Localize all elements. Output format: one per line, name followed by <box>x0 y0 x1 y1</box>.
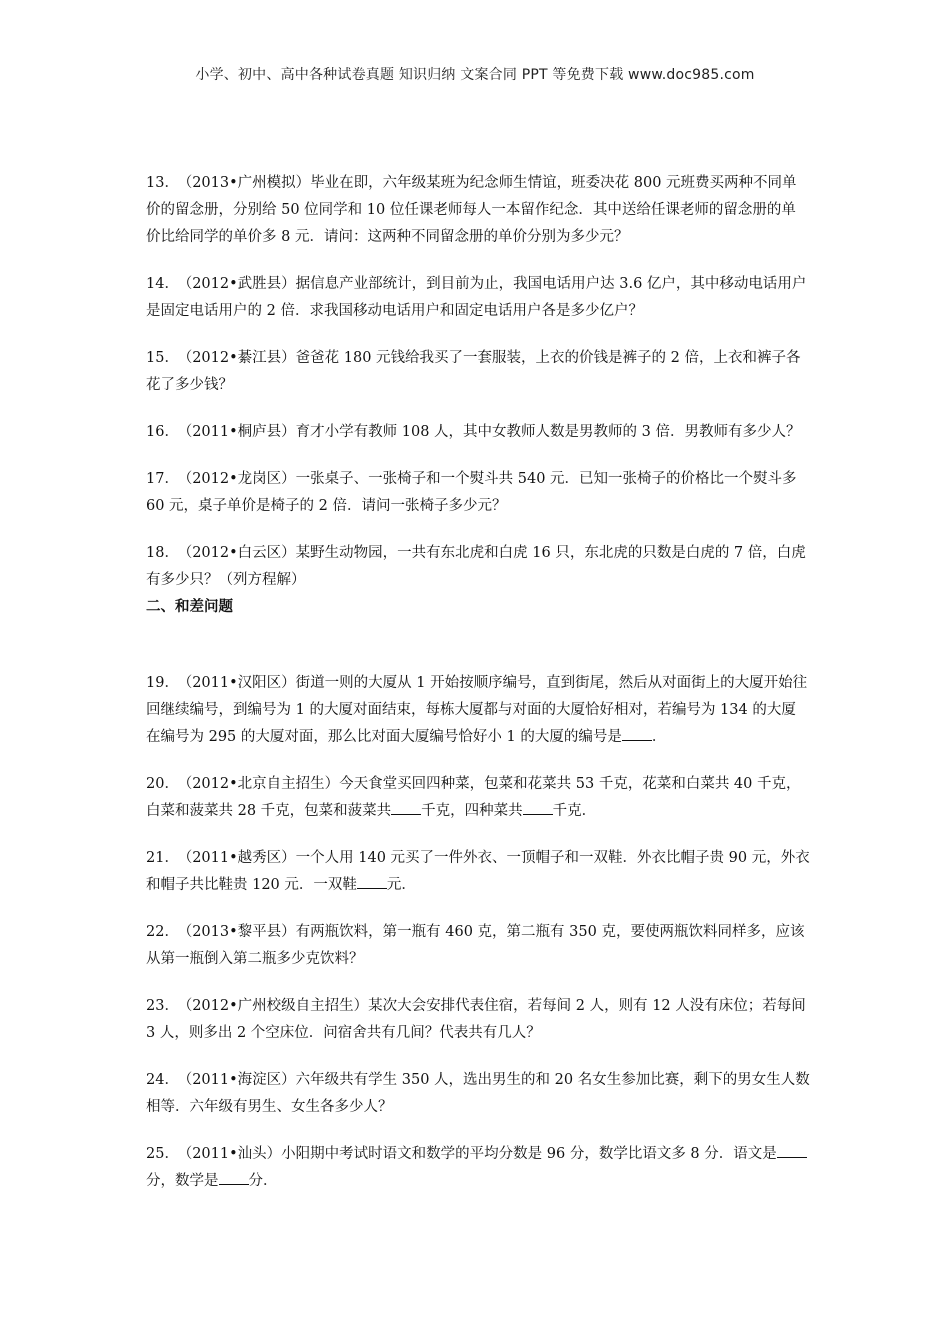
question-text: （2012•白云区）某野生动物园，一共有东北虎和白虎 16 只，东北虎的只数是白虎的 7 倍，白虎有多少只？（列方程解） <box>146 545 806 588</box>
question-text: （2011•越秀区）一个人用 140 元买了一件外衣、一顶帽子和一双鞋．外衣比帽子贵 90 元，外衣和帽子共比鞋贵 120 元．一双鞋 <box>146 850 810 893</box>
question-number: 14． <box>146 276 179 292</box>
question-number: 18． <box>146 545 179 561</box>
question-number: 15． <box>146 350 179 366</box>
question-21 <box>146 845 810 899</box>
question-text: 千克，四种菜共 <box>421 803 523 819</box>
question-text: （2011•桐庐县）育才小学有教师 108 人，其中女教师人数是男教师的 3 倍．男教师有多少人？ <box>184 424 801 440</box>
question-text: （2012•广州校级自主招生）某次大会安排代表住宿，若每间 2 人，则有 12 人没有床位；若每间 3 人，则多出 2 个空床位．问宿舍共有几间？代表共有几人？ <box>146 998 806 1041</box>
question-number: 21． <box>146 850 179 866</box>
question-number: 23． <box>146 998 179 1014</box>
question-text: （2012•武胜县）据信息产业部统计，到目前为止，我国电话用户达 3.6 亿户，其中移动电话用户是固定电话用户的 2 倍．求我国移动电话用户和固定电话用户各是多少亿户？ <box>146 276 807 319</box>
question-end: 元． <box>386 877 416 893</box>
question-text: （2011•海淀区）六年级共有学生 350 人，选出男生的和 20 名女生参加比赛，剩下的男女生人数相等．六年级有男生、女生各多少人？ <box>146 1072 810 1115</box>
question-17 <box>146 466 810 520</box>
question-number: 16． <box>146 424 179 440</box>
question-text: （2013•黎平县）有两瓶饮料，第一瓶有 460 克，第二瓶有 350 克，要使两瓶饮料同样多，应该从第一瓶倒入第二瓶多少克饮料？ <box>146 924 805 967</box>
question-end: ． <box>651 729 667 745</box>
question-end: 千克． <box>552 803 597 819</box>
question-number: 17． <box>146 471 179 487</box>
question-13 <box>146 170 810 251</box>
document-body <box>146 170 810 1195</box>
question-16 <box>146 419 810 446</box>
question-number: 22． <box>146 924 179 940</box>
question-15 <box>146 345 810 399</box>
question-end: 分． <box>248 1173 278 1189</box>
question-number: 13． <box>146 175 179 191</box>
question-text: （2012•北京自主招生）今天食堂买回四种菜，包菜和花菜共 53 千克，花菜和白菜共 40 千克，白菜和菠菜共 28 千克，包菜和菠菜共 <box>146 776 801 819</box>
question-text: （2012•綦江县）爸爸花 180 元钱给我买了一套服装，上衣的价钱是裤子的 2 倍，上衣和裤子各花了多少钱？ <box>146 350 801 393</box>
question-25 <box>146 1141 810 1195</box>
question-20 <box>146 771 810 825</box>
question-text: （2012•龙岗区）一张桌子、一张椅子和一个熨斗共 540 元．已知一张椅子的价格比一个熨斗多 60 元，桌子单价是椅子的 2 倍．请问一张椅子多少元？ <box>146 471 797 514</box>
question-19 <box>146 670 810 751</box>
answer-blank <box>391 800 421 815</box>
answer-blank <box>219 1170 249 1185</box>
question-18 <box>146 540 810 594</box>
question-number: 25． <box>146 1146 179 1162</box>
question-23 <box>146 993 810 1047</box>
question-text: （2013•广州模拟）毕业在即，六年级某班为纪念师生情谊，班委决花 800 元班费买两种不同单价的留念册，分别给 50 位同学和 10 位任课老师每人一本留作纪念．其中送给任课老师的留念册的单价比给同学的单价多 8 元．请问：这两种不同留念册的单价分别为多少元？ <box>146 175 797 245</box>
answer-blank <box>777 1143 807 1158</box>
question-14 <box>146 271 810 325</box>
answer-blank <box>622 726 652 741</box>
question-text: （2011•汕头）小阳期中考试时语文和数学的平均分数是 96 分，数学比语文多 8 分．语文是 <box>184 1146 777 1162</box>
question-text: 分，数学是 <box>146 1173 219 1189</box>
answer-blank <box>523 800 553 815</box>
question-number: 19． <box>146 675 179 691</box>
question-24 <box>146 1067 810 1121</box>
section-title: 二、和差问题 <box>146 599 233 615</box>
page-header: 小学、初中、高中各种试卷真题 知识归纳 文案合同 PPT 等免费下载 www.doc985.com <box>195 67 755 83</box>
question-22 <box>146 919 810 973</box>
question-number: 24． <box>146 1072 179 1088</box>
question-text: （2011•汉阳区）街道一则的大厦从 1 开始按顺序编号，直到街尾，然后从对面街上的大厦开始往回继续编号，到编号为 1 的大厦对面结束，每栋大厦都与对面的大厦恰好相对，若编号为 134 的大厦在编号为 295 的大厦对面，那么比对面大厦编号恰好小 1 的大厦的编号是 <box>146 675 808 745</box>
answer-blank <box>357 874 387 889</box>
question-number: 20． <box>146 776 179 792</box>
